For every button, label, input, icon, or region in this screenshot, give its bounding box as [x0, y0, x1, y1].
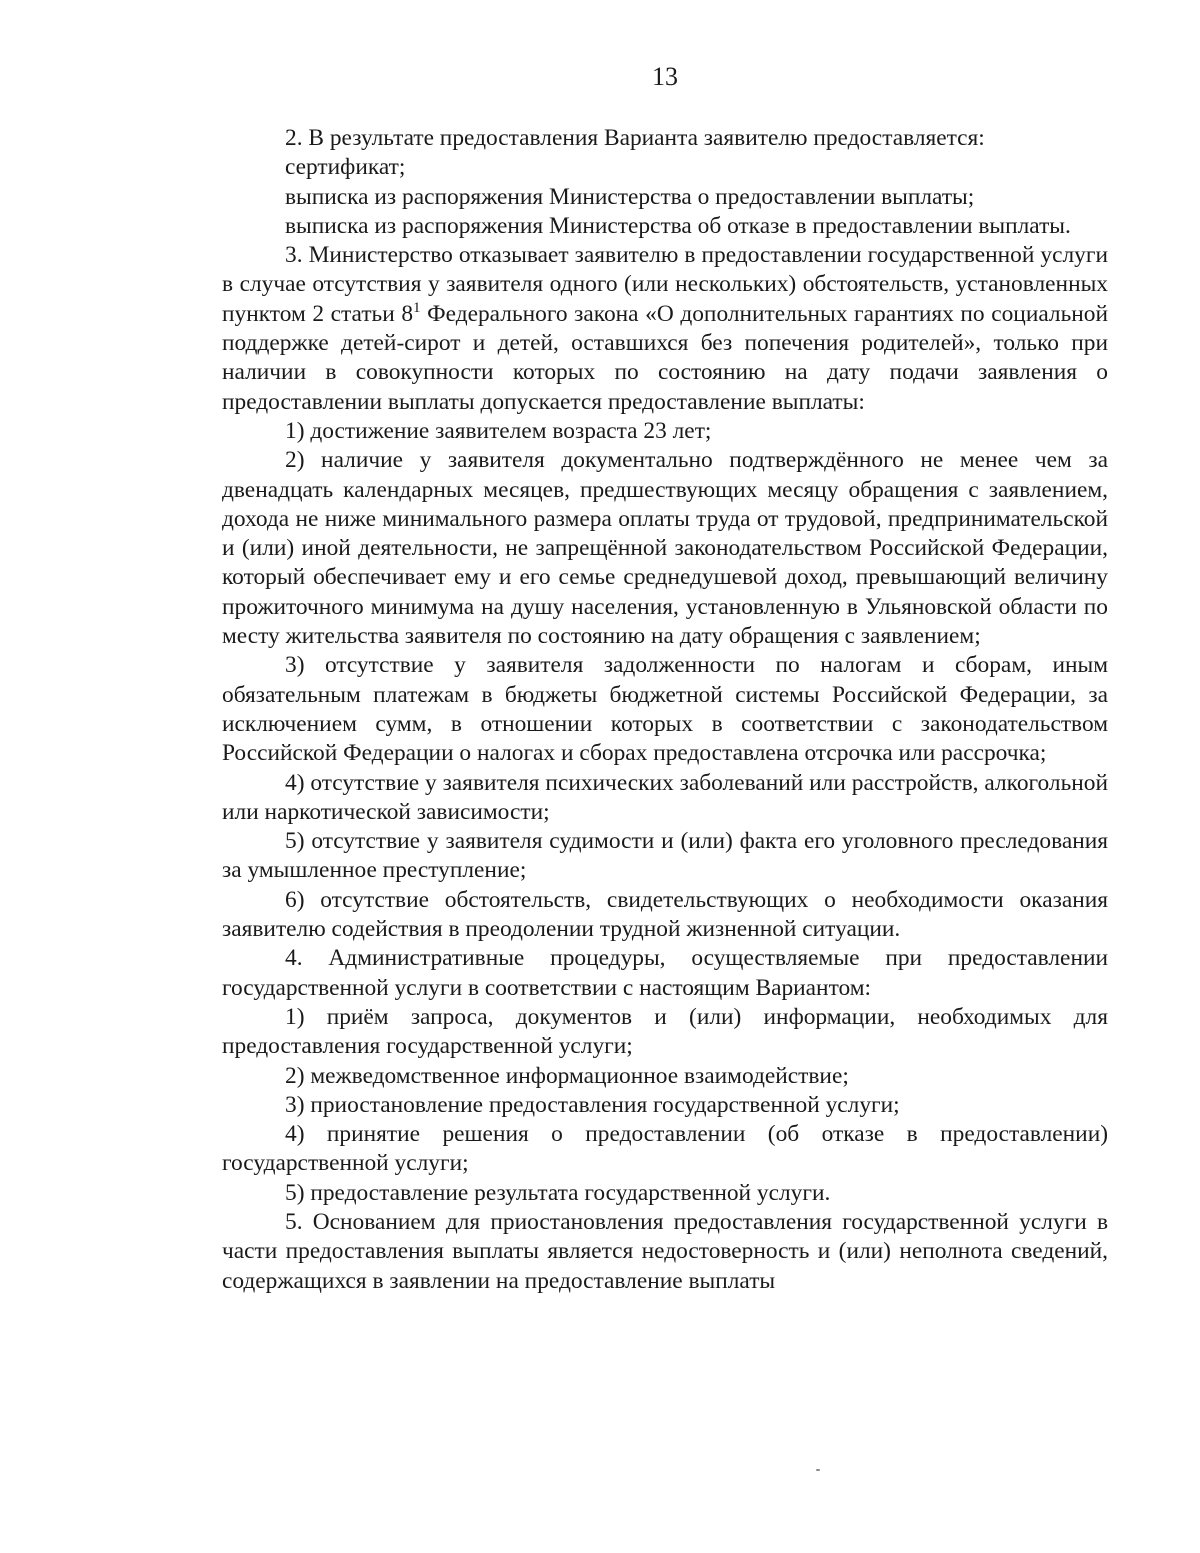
condition-4: 4) отсутствие у заявителя психических заболеваний или расстройств, алкогольной или наркотической зависимости; [222, 769, 1108, 825]
paragraph-extract-grant: выписка из распоряжения Министерства о предоставлении выплаты; [285, 183, 975, 210]
procedure-4: 4) принятие решения о предоставлении (об отказе в предоставлении) государственной услуги; [222, 1121, 1108, 1177]
procedure-2: 2) межведомственное информационное взаимодействие; [285, 1062, 849, 1089]
paragraph-3-refusal-grounds [222, 241, 1108, 417]
procedure-3: 3) приостановление предоставления государственной услуги; [285, 1091, 900, 1118]
paragraph-extract-refusal: выписка из распоряжения Министерства об отказе в предоставлении выплаты. [285, 212, 1071, 239]
paragraph-2-result: 2. В результате предоставления Варианта заявителю предоставляется: [285, 125, 985, 151]
procedure-5: 5) предоставление результата государственной услуги. [285, 1179, 831, 1206]
paragraph-3-continuation: Федерального закона «О дополнительных гарантиях по социальной поддержке детей-сирот и детей, оставшихся без попечения родителей», только при наличии в совокупности которых по состоянию на дату подачи заявления о предоставлении выплаты допускается предоставление выплаты: [222, 300, 1108, 415]
document-body [222, 124, 1108, 1296]
page-number: 13 [652, 62, 678, 91]
condition-6: 6) отсутствие обстоятельств, свидетельствующих о необходимости оказания заявителю содействия в преодолении трудной жизненной ситуации. [222, 886, 1108, 943]
condition-1: 1) достижение заявителем возраста 23 лет; [285, 417, 712, 444]
condition-2: 2) наличие у заявителя документально подтверждённого не менее чем за двенадцать календарных месяцев, предшествующих месяцу обращения с заявлением, дохода не ниже минимального размера оплаты труда от трудовой, предпринимательской и (или) иной деятельности, не запрещённой законодательством Российской Федерации, который обеспечивает ему и его семье среднедушевой доход, превышающий величину прожиточного минимума на душу населения, установленную в Ульяновской области по месту жительства заявителя по состоянию на дату обращения с заявлением; [222, 447, 1108, 650]
procedure-1: 1) приём запроса, документов и (или) информации, необходимых для предоставления государственной услуги; [222, 1003, 1108, 1060]
paragraph-4-procedures: 4. Административные процедуры, осуществляемые при предоставлении государственной услуги в соответствии с настоящим Вариантом: [222, 945, 1108, 1001]
condition-3: 3) отсутствие у заявителя задолженности по налогам и сборам, иным обязательным платежам в бюджеты бюджетной системы Российской Федерации, за исключением сумм, в отношении которых в соответствии с законодательством Российской Федерации о налогах и сборах предоставлена отсрочка или рассрочка; [222, 652, 1108, 767]
paragraph-3-text: 3. Министерство отказывает заявителю в предоставлении государственной услуги в случае отсутствия у заявителя одного (или нескольких) обстоятельств, установленных пунктом 2 статьи 8 [222, 242, 1108, 327]
scan-speck [816, 1469, 820, 1471]
paragraph-5-suspension: 5. Основанием для приостановления предоставления государственной услуги в части предоставления выплаты является недостоверность и (или) неполнота сведений, содержащихся в заявлении на предоставление выплаты [222, 1208, 1108, 1294]
paragraph-certificate: сертификат; [285, 154, 406, 181]
article-superscript: 1 [413, 299, 421, 316]
condition-5: 5) отсутствие у заявителя судимости и (или) факта его уголовного преследования за умышленное преступление; [222, 828, 1108, 884]
